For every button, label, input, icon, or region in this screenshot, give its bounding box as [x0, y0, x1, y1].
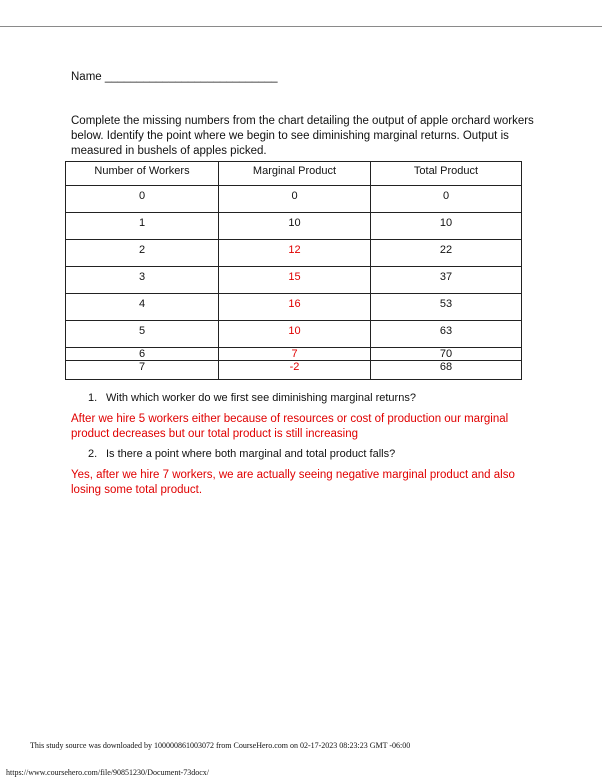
table-row [66, 348, 522, 361]
cell-total-product: 37 [371, 267, 522, 294]
cell-marginal-product-answer: 16 [219, 294, 371, 321]
cell-marginal-product-answer: 12 [219, 240, 371, 267]
column-header-workers: Number of Workers [66, 162, 219, 186]
table-row [66, 321, 522, 348]
cell-workers: 5 [66, 321, 219, 348]
question-2 [88, 448, 395, 460]
table-row [66, 186, 522, 213]
header-divider [0, 26, 602, 27]
table-row [66, 361, 522, 380]
question-number: 2. [88, 448, 98, 460]
cell-workers: 0 [66, 186, 219, 213]
answer-1: After we hire 5 workers either because of resources or cost of production our marginal product decreases but our total product is still increasing [71, 413, 509, 440]
workers-output-table [65, 161, 522, 380]
column-header-marginal-product: Marginal Product [219, 162, 371, 186]
document-url[interactable]: https://www.coursehero.com/file/90851230/Document-73docx/ [6, 768, 209, 777]
answer-2: Yes, after we hire 7 workers, we are actually seeing negative marginal product and also losing some total product. [71, 469, 515, 496]
question-1 [88, 392, 416, 404]
instructions-text: Complete the missing numbers from the chart detailing the output of apple orchard workers below. Identify the point where we begin to see diminishing marginal returns. Output is measured in bushels of apples picked. [71, 115, 534, 157]
cell-total-product: 63 [371, 321, 522, 348]
table-row [66, 213, 522, 240]
cell-total-product: 10 [371, 213, 522, 240]
cell-marginal-product: 0 [219, 186, 371, 213]
name-field-label: Name ___________________________ [71, 71, 278, 83]
table-header-row [66, 162, 522, 186]
cell-workers: 7 [66, 361, 219, 380]
question-number: 1. [88, 392, 98, 404]
cell-workers: 4 [66, 294, 219, 321]
cell-total-product: 0 [371, 186, 522, 213]
cell-workers: 3 [66, 267, 219, 294]
table-row [66, 294, 522, 321]
question-text: Is there a point where both marginal and total product falls? [106, 448, 396, 460]
question-text: With which worker do we first see diminishing marginal returns? [106, 392, 416, 404]
cell-marginal-product-answer: 15 [219, 267, 371, 294]
table-row [66, 240, 522, 267]
cell-marginal-product: 10 [219, 213, 371, 240]
column-header-total-product: Total Product [371, 162, 522, 186]
table-row [66, 267, 522, 294]
cell-marginal-product-answer: -2 [219, 361, 371, 380]
cell-total-product: 70 [371, 348, 522, 361]
cell-total-product: 53 [371, 294, 522, 321]
cell-marginal-product-answer: 7 [219, 348, 371, 361]
cell-workers: 2 [66, 240, 219, 267]
cell-workers: 1 [66, 213, 219, 240]
download-source-notice: This study source was downloaded by 100000861003072 from CourseHero.com on 02-17-2023 08:23:23 GMT -06:00 [30, 741, 411, 750]
cell-total-product: 68 [371, 361, 522, 380]
cell-marginal-product-answer: 10 [219, 321, 371, 348]
cell-total-product: 22 [371, 240, 522, 267]
cell-workers: 6 [66, 348, 219, 361]
